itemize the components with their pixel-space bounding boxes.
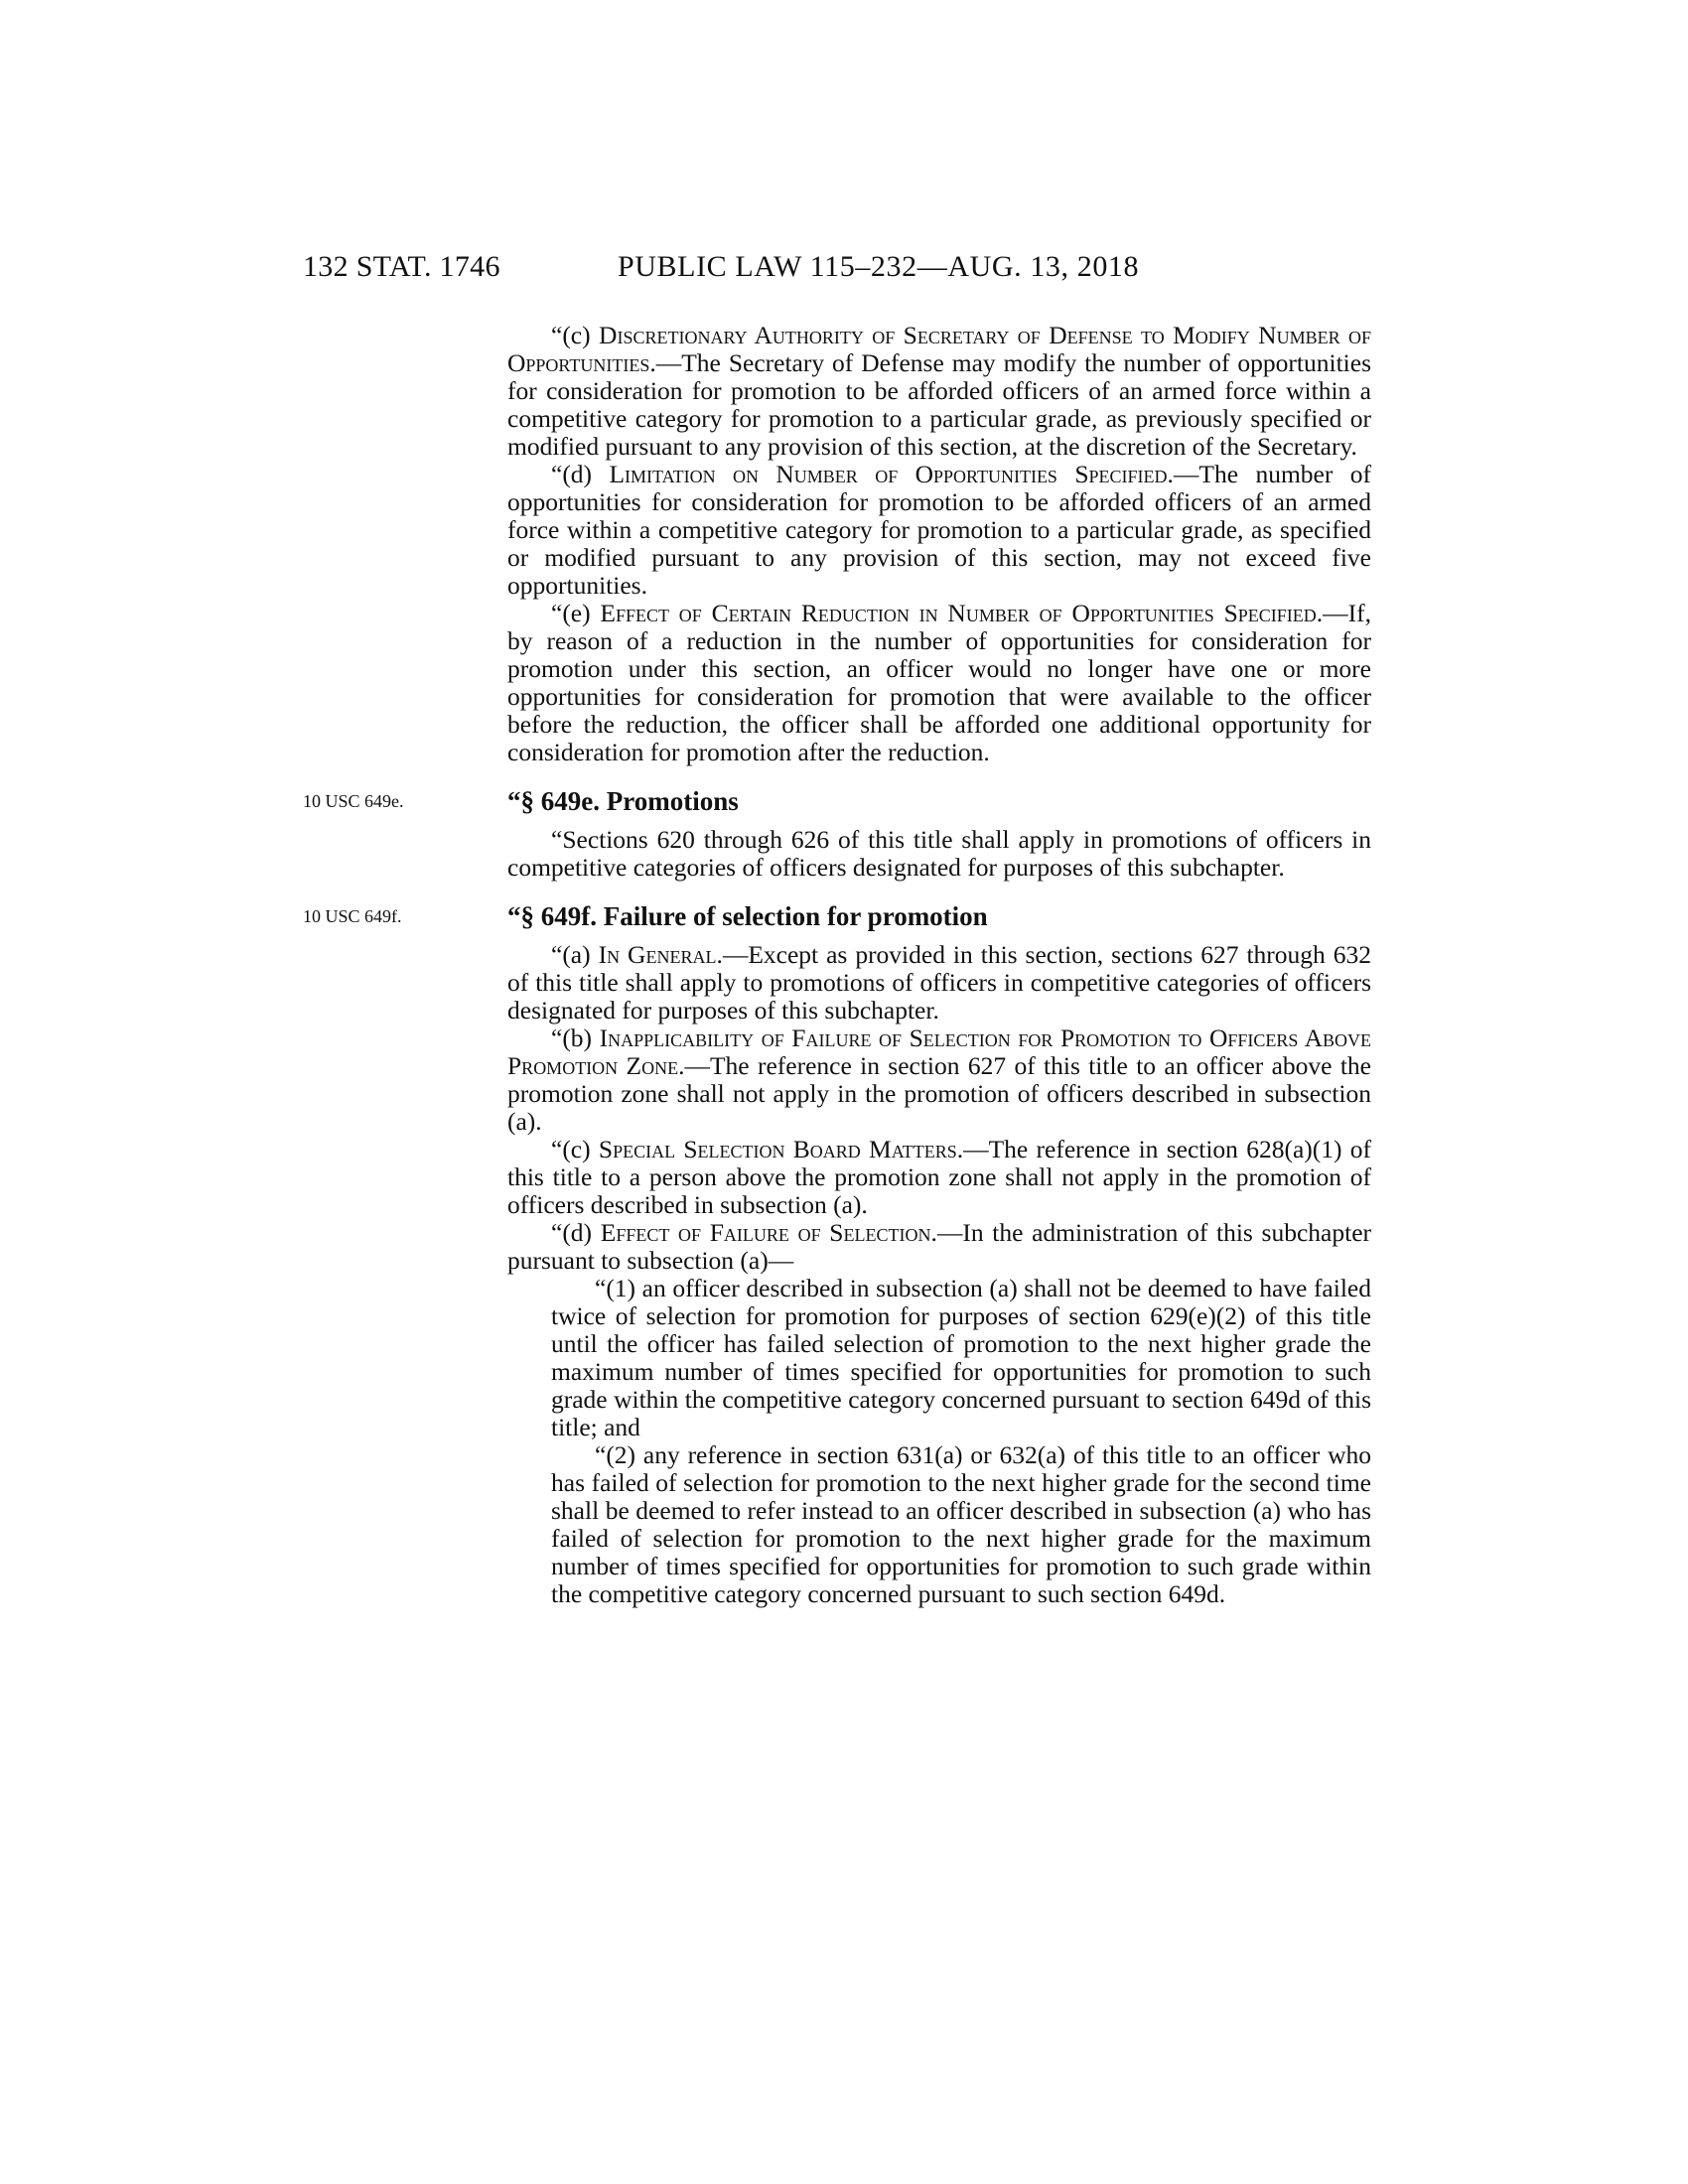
- paragraph-d: [507, 461, 1371, 600]
- paragraph-c-heading: Discretionary Authority of Secretary of Defense to Modify Number of Opportunities.: [507, 321, 1372, 377]
- subsection-d-lead: “(d): [551, 1218, 601, 1247]
- paragraph-c-lead: “(c): [551, 321, 600, 349]
- subsection-d-text: —In the administration of this subchapter pursuant to subsection (a)—: [507, 1218, 1372, 1275]
- paragraph-e-text: —If, by reason of a reduction in the number of opportunities for consideration for promotion under this section, an officer would no longer have one or more opportunities for consideration for promotion that were available to the officer before the reduction, the officer shall be afforded one additional opportunity for consideration for promotion after the reduction.: [507, 599, 1372, 766]
- paragraph-d-1: “(1) an officer described in subsection (a) shall not be deemed to have failed twice of selection for promotion for purposes of section 629(e)(2) of this title until the officer has failed selection of promotion to the next higher grade the maximum number of times specified for opportunities for promotion to such grade within the competitive category concerned pursuant to section 649d of this title; and: [551, 1274, 1371, 1441]
- margin-citation-649e: 10 USC 649e.: [303, 791, 404, 811]
- document-body: [303, 321, 1372, 1608]
- subsection-c-heading: Special Selection Board Matters.: [598, 1135, 964, 1163]
- subsection-d: [507, 1219, 1371, 1275]
- public-law-header: PUBLIC LAW 115–232—AUG. 13, 2018: [618, 250, 1140, 283]
- paragraph-e-heading: Effect of Certain Reduction in Number of Opportunities Specified.: [600, 599, 1324, 627]
- subsection-a: [507, 941, 1371, 1024]
- subsection-b-text: —The reference in section 627 of this title to an officer above the promotion zone shall not apply in the promotion of officers described in subsection (a).: [507, 1051, 1371, 1136]
- stat-page-reference: 132 STAT. 1746: [303, 250, 500, 283]
- subsection-c: [507, 1136, 1371, 1219]
- subsection-a-heading: In General.: [598, 940, 723, 969]
- margin-citation-649f: 10 USC 649f.: [303, 906, 402, 926]
- paragraph-c: [507, 322, 1371, 461]
- subsection-d-heading: Effect of Failure of Selection.: [600, 1218, 937, 1247]
- subsection-b: [507, 1024, 1371, 1136]
- section-649f: [303, 901, 1372, 1608]
- paragraph-d-2: “(2) any reference in section 631(a) or 632(a) of this title to an officer who has failed of selection for promotion to the next higher grade for the second time shall be deemed to refer instead to an officer described in subsection (a) who has failed of selection for promotion to the next higher grade for the maximum number of times specified for opportunities for promotion to such grade within the competitive category concerned pursuant to such section 649d.: [551, 1440, 1371, 1608]
- section-649f-heading: “§ 649f. Failure of selection for promotion: [507, 901, 988, 931]
- paragraph-d-lead: “(d): [551, 460, 610, 488]
- subsection-b-lead: “(b): [551, 1024, 600, 1052]
- paragraph-d-text: —The number of opportunities for consideration for promotion to be afforded officers of an armed force within a competitive category for promotion to a particular grade, as specified or modified pursuant to any provision of this section, may not exceed five opportunities.: [507, 460, 1372, 600]
- section-649e-text: “Sections 620 through 626 of this title shall apply in promotions of officers in competitive categories of officers designated for purposes of this subchapter.: [507, 825, 1371, 882]
- paragraph-c-text: —The Secretary of Defense may modify the number of opportunities for consideration for promotion to be afforded officers of an armed force within a competitive category for promotion to a particular grade, as previously specified or modified pursuant to any provision of this section, at the discretion of the Secretary.: [507, 348, 1371, 461]
- subsection-a-lead: “(a): [551, 940, 599, 969]
- subsection-c-lead: “(c): [551, 1135, 599, 1163]
- subsection-b-heading: Inapplicability of Failure of Selection for Promotion to Officers Above Promotion Zone.: [507, 1024, 1371, 1080]
- paragraph-d-heading: Limitation on Number of Opportunities Specified.: [609, 460, 1174, 488]
- subsection-c-text: —The reference in section 628(a)(1) of this title to a person above the promotion zone shall not apply in the promotion of officers described in subsection (a).: [507, 1135, 1371, 1219]
- paragraph-e: [507, 600, 1371, 766]
- section-649e: [303, 786, 1371, 882]
- subsection-a-text: —Except as provided in this section, sections 627 through 632 of this title shall apply to promotions of officers in competitive categories of officers designated for purposes of this subchapter.: [507, 940, 1371, 1024]
- paragraph-e-lead: “(e): [551, 599, 601, 627]
- section-649e-heading: “§ 649e. Promotions: [507, 786, 739, 816]
